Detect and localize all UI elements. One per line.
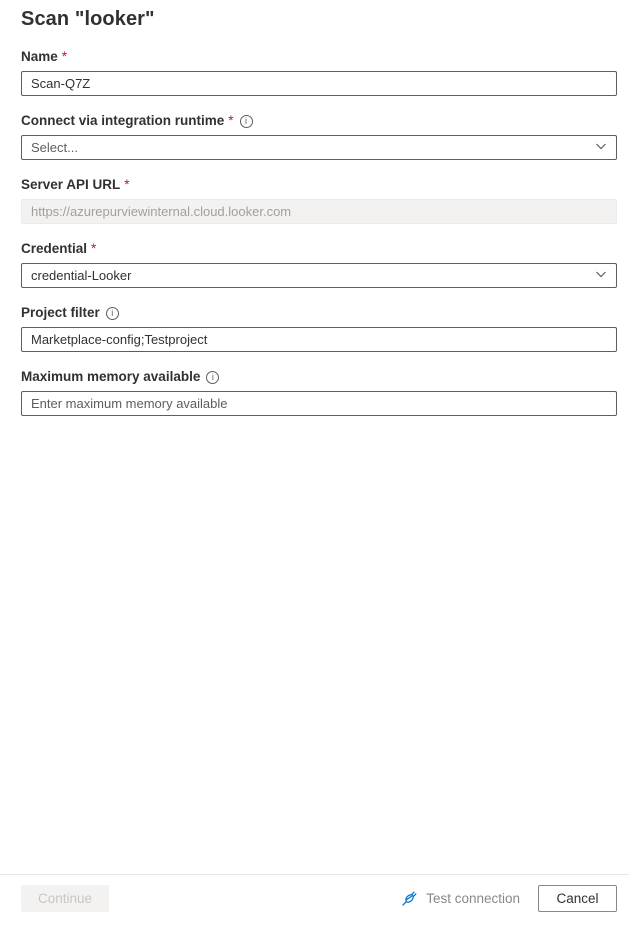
field-integration-runtime: [21, 112, 617, 160]
field-project-filter: [21, 304, 617, 352]
integration-runtime-dropdown[interactable]: [21, 135, 617, 160]
name-label: Name: [21, 49, 58, 64]
field-name: [21, 48, 617, 96]
field-max-memory: [21, 368, 617, 416]
info-icon[interactable]: i: [206, 371, 219, 384]
footer-action-bar: [0, 874, 629, 927]
required-marker: *: [61, 49, 68, 64]
required-marker: *: [124, 177, 130, 192]
required-marker: *: [228, 113, 234, 128]
required-marker: *: [91, 241, 97, 256]
chevron-down-icon: [595, 139, 607, 157]
credential-selected-value: credential-Looker: [31, 268, 132, 283]
info-icon[interactable]: i: [240, 115, 253, 128]
footer-right-group: [401, 885, 617, 912]
project-filter-input[interactable]: [21, 327, 617, 352]
continue-button[interactable]: Continue: [21, 885, 109, 912]
name-label-row: [21, 48, 617, 66]
integration-runtime-placeholder: Select...: [31, 140, 78, 155]
test-connection-button[interactable]: [401, 890, 520, 907]
name-input[interactable]: [21, 71, 617, 96]
server-api-url-label: Server API URL: [21, 177, 121, 192]
field-server-api-url: [21, 176, 617, 224]
test-connection-label: Test connection: [426, 890, 520, 906]
max-memory-input[interactable]: [21, 391, 617, 416]
field-credential: [21, 240, 617, 288]
max-memory-label: Maximum memory available: [21, 369, 201, 384]
credential-label-row: [21, 240, 617, 258]
server-api-url-label-row: [21, 176, 617, 194]
cancel-button[interactable]: Cancel: [538, 885, 617, 912]
project-filter-label: Project filter: [21, 305, 100, 320]
integration-runtime-label: Connect via integration runtime: [21, 113, 225, 128]
info-icon[interactable]: i: [106, 307, 119, 320]
integration-runtime-label-row: [21, 112, 617, 130]
server-api-url-input: [21, 199, 617, 224]
max-memory-label-row: [21, 368, 617, 386]
plug-icon: [401, 890, 418, 907]
project-filter-label-row: [21, 304, 617, 322]
credential-label: Credential: [21, 241, 88, 256]
credential-dropdown[interactable]: [21, 263, 617, 288]
chevron-down-icon: [595, 267, 607, 285]
page-title: Scan "looker": [21, 8, 155, 30]
